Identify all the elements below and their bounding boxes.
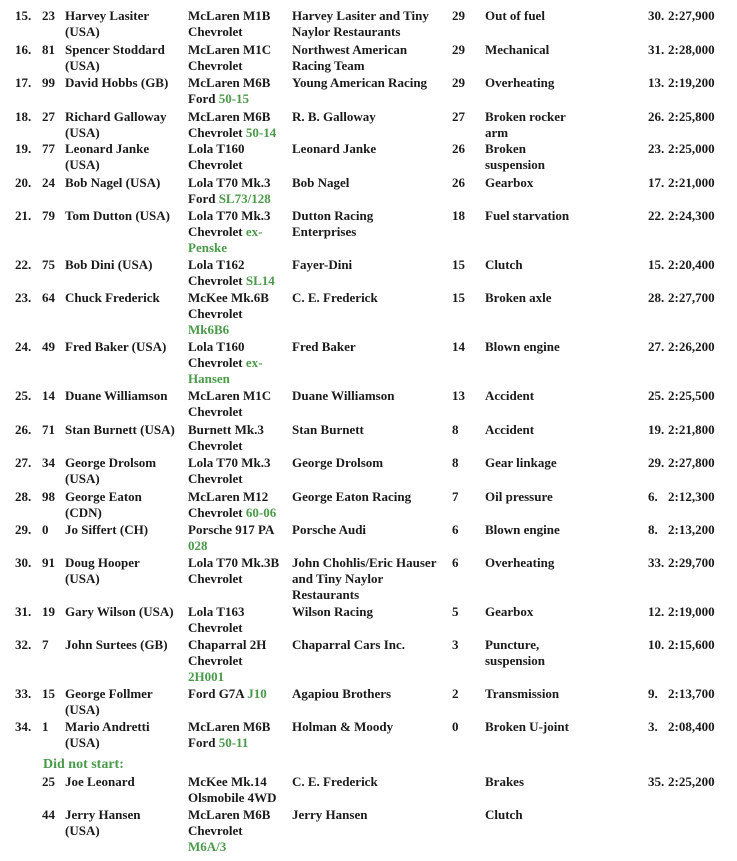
car-cell: Ford G7A J10 xyxy=(188,686,267,701)
driver-name: George Follmer (USA) xyxy=(65,686,153,717)
entrant-name: Fred Baker xyxy=(292,339,356,354)
grid-position: 27. xyxy=(648,339,665,354)
retirement-reason: Fuel starvation xyxy=(485,208,570,223)
retirement-reason: Broken suspension xyxy=(485,141,545,172)
grid-position: 10. xyxy=(648,637,665,652)
driver-name: Doug Hooper (USA) xyxy=(65,555,140,586)
grid-position: 31. xyxy=(648,42,665,57)
grid-position: 19. xyxy=(648,422,665,437)
retirement-reason: Accident xyxy=(485,388,535,403)
qualifying-time: 2:27,800 xyxy=(668,455,715,470)
finish-position: 23. xyxy=(15,290,32,305)
chassis-number: Mk6B6 xyxy=(188,322,230,337)
car-number: 23 xyxy=(42,8,55,23)
laps-count: 26 xyxy=(452,141,465,156)
qualifying-time: 2:21,800 xyxy=(668,422,715,437)
retirement-reason: Brakes xyxy=(485,774,524,789)
car-cell: McKee Mk.14 Olsmobile 4WD xyxy=(188,774,277,805)
laps-count: 14 xyxy=(452,339,465,354)
retirement-reason: Overheating xyxy=(485,555,555,570)
grid-position: 33. xyxy=(648,555,665,570)
qualifying-time: 2:29,700 xyxy=(668,555,715,570)
car-number: 15 xyxy=(42,686,55,701)
car-cell: McLaren M1B Chevrolet xyxy=(188,8,271,39)
car-cell: Lola T160 Chevrolet xyxy=(188,141,245,172)
grid-position: 25. xyxy=(648,388,665,403)
chassis-number: 60-06 xyxy=(245,505,277,520)
finish-position: 15. xyxy=(15,8,32,23)
entrant-name: Wilson Racing xyxy=(292,604,374,619)
car-cell: Burnett Mk.3 Chevrolet xyxy=(188,422,264,453)
driver-name: George Drolsom (USA) xyxy=(65,455,157,486)
finish-position: 20. xyxy=(15,175,32,190)
laps-count: 29 xyxy=(452,75,465,90)
qualifying-time: 2:19,200 xyxy=(668,75,715,90)
car-cell: Lola T70 Mk.3 Chevrolet xyxy=(188,455,271,486)
retirement-reason: Overheating xyxy=(485,75,555,90)
driver-name: David Hobbs (GB) xyxy=(65,75,169,90)
car-number: 98 xyxy=(42,489,55,504)
grid-position: 26. xyxy=(648,109,665,124)
car-cell: Chaparral 2H Chevrolet 2H001 xyxy=(188,637,267,684)
chassis-number: ex- xyxy=(245,355,263,370)
driver-name: Richard Galloway (USA) xyxy=(65,109,167,140)
car-number: 1 xyxy=(42,719,49,734)
car-cell: Lola T70 Mk.3 Ford SL73/128 xyxy=(188,175,271,206)
chassis-number: 2H001 xyxy=(188,669,225,684)
car-cell: Lola T70 Mk.3 Chevrolet ex- Penske xyxy=(188,208,271,255)
car-number: 64 xyxy=(42,290,55,305)
entrant-name: Agapiou Brothers xyxy=(292,686,392,701)
laps-count: 2 xyxy=(452,686,459,701)
retirement-reason: Transmission xyxy=(485,686,560,701)
entrant-name: George Eaton Racing xyxy=(292,489,412,504)
retirement-reason: Blown engine xyxy=(485,339,560,354)
qualifying-time: 2:25,000 xyxy=(668,141,715,156)
grid-position: 8. xyxy=(648,522,658,537)
qualifying-time: 2:27,700 xyxy=(668,290,715,305)
car-number: 79 xyxy=(42,208,55,223)
car-number: 14 xyxy=(42,388,55,403)
entrant-name: Holman & Moody xyxy=(292,719,394,734)
finish-position: 16. xyxy=(15,42,32,57)
qualifying-time: 2:13,200 xyxy=(668,522,715,537)
laps-count: 18 xyxy=(452,208,465,223)
grid-position: 9. xyxy=(648,686,658,701)
finish-position: 21. xyxy=(15,208,32,223)
qualifying-time: 2:25,200 xyxy=(668,774,715,789)
driver-name: Duane Williamson xyxy=(65,388,168,403)
chassis-number: Penske xyxy=(188,240,227,255)
car-number: 19 xyxy=(42,604,55,619)
driver-name: Spencer Stoddard (USA) xyxy=(65,42,165,73)
laps-count: 7 xyxy=(452,489,459,504)
grid-position: 17. xyxy=(648,175,665,190)
finish-position: 22. xyxy=(15,257,32,272)
laps-count: 27 xyxy=(452,109,465,124)
car-number: 71 xyxy=(42,422,55,437)
car-number: 7 xyxy=(42,637,49,652)
chassis-number: M6A/3 xyxy=(188,839,227,854)
entrant-name: Jerry Hansen xyxy=(292,807,368,822)
car-cell: McLaren M6B Ford 50-15 xyxy=(188,75,271,106)
entrant-name: Chaparral Cars Inc. xyxy=(292,637,406,652)
retirement-reason: Broken U-joint xyxy=(485,719,569,734)
finish-position: 30. xyxy=(15,555,32,570)
entrant-name: Porsche Audi xyxy=(292,522,367,537)
entrant-name: R. B. Galloway xyxy=(292,109,376,124)
grid-position: 13. xyxy=(648,75,665,90)
laps-count: 0 xyxy=(452,719,459,734)
qualifying-time: 2:12,300 xyxy=(668,489,715,504)
car-number: 25 xyxy=(42,774,55,789)
grid-position: 3. xyxy=(648,719,658,734)
finish-position: 29. xyxy=(15,522,32,537)
retirement-reason: Broken rocker arm xyxy=(485,109,566,140)
driver-name: Chuck Frederick xyxy=(65,290,160,305)
car-number: 81 xyxy=(42,42,55,57)
retirement-reason: Gearbox xyxy=(485,604,534,619)
grid-position: 23. xyxy=(648,141,665,156)
retirement-reason: Oil pressure xyxy=(485,489,553,504)
driver-name: Gary Wilson (USA) xyxy=(65,604,174,619)
retirement-reason: Clutch xyxy=(485,807,523,822)
driver-name: Leonard Janke (USA) xyxy=(65,141,150,172)
car-number: 44 xyxy=(42,807,55,822)
laps-count: 6 xyxy=(452,522,459,537)
chassis-number: Hansen xyxy=(188,371,230,386)
car-number: 0 xyxy=(42,522,49,537)
car-cell: McLaren M1C Chevrolet xyxy=(188,388,272,419)
driver-name: John Surtees (GB) xyxy=(65,637,168,652)
retirement-reason: Accident xyxy=(485,422,535,437)
qualifying-time: 2:19,000 xyxy=(668,604,715,619)
grid-position: 6. xyxy=(648,489,658,504)
car-cell: McLaren M6B Chevrolet M6A/3 xyxy=(188,807,271,854)
grid-position: 35. xyxy=(648,774,665,789)
car-number: 49 xyxy=(42,339,55,354)
retirement-reason: Out of fuel xyxy=(485,8,545,23)
finish-position: 18. xyxy=(15,109,32,124)
grid-position: 29. xyxy=(648,455,665,470)
finish-position: 28. xyxy=(15,489,32,504)
qualifying-time: 2:21,000 xyxy=(668,175,715,190)
laps-count: 15 xyxy=(452,257,465,272)
driver-name: Bob Nagel (USA) xyxy=(65,175,161,190)
laps-count: 29 xyxy=(452,42,465,57)
laps-count: 13 xyxy=(452,388,465,403)
retirement-reason: Puncture, suspension xyxy=(485,637,545,668)
laps-count: 26 xyxy=(452,175,465,190)
qualifying-time: 2:08,400 xyxy=(668,719,715,734)
retirement-reason: Mechanical xyxy=(485,42,550,57)
laps-count: 5 xyxy=(452,604,459,619)
finish-position: 33. xyxy=(15,686,32,701)
chassis-number: 50-11 xyxy=(218,735,249,750)
finish-position: 24. xyxy=(15,339,32,354)
retirement-reason: Clutch xyxy=(485,257,523,272)
car-cell: McLaren M6B Ford 50-11 xyxy=(188,719,271,750)
entrant-name: Young American Racing xyxy=(292,75,428,90)
finish-position: 34. xyxy=(15,719,32,734)
car-cell: Lola T162 Chevrolet SL14 xyxy=(188,257,275,288)
grid-position: 22. xyxy=(648,208,665,223)
qualifying-time: 2:26,200 xyxy=(668,339,715,354)
chassis-number: ex- xyxy=(245,224,263,239)
entrant-name: Fayer-Dini xyxy=(292,257,353,272)
qualifying-time: 2:24,300 xyxy=(668,208,715,223)
grid-position: 15. xyxy=(648,257,665,272)
car-cell: McLaren M6B Chevrolet 50-14 xyxy=(188,109,277,140)
car-number: 77 xyxy=(42,141,55,156)
car-cell: McKee Mk.6B Chevrolet Mk6B6 xyxy=(188,290,269,337)
retirement-reason: Gear linkage xyxy=(485,455,557,470)
car-cell: Lola T163 Chevrolet xyxy=(188,604,245,635)
finish-position: 17. xyxy=(15,75,32,90)
laps-count: 6 xyxy=(452,555,459,570)
car-number: 75 xyxy=(42,257,55,272)
car-cell: Lola T70 Mk.3B Chevrolet xyxy=(188,555,280,586)
finish-position: 32. xyxy=(15,637,32,652)
driver-name: Harvey Lasiter (USA) xyxy=(65,8,150,39)
chassis-number: 50-15 xyxy=(218,91,250,106)
finish-position: 26. xyxy=(15,422,32,437)
driver-name: Bob Dini (USA) xyxy=(65,257,153,272)
finish-position: 31. xyxy=(15,604,32,619)
chassis-number: 028 xyxy=(188,538,208,553)
driver-name: Jerry Hansen (USA) xyxy=(65,807,141,838)
driver-name: Tom Dutton (USA) xyxy=(65,208,170,223)
driver-name: Jo Siffert (CH) xyxy=(65,522,149,537)
laps-count: 29 xyxy=(452,8,465,23)
driver-name: Joe Leonard xyxy=(65,774,135,789)
finish-position: 19. xyxy=(15,141,32,156)
laps-count: 8 xyxy=(452,455,459,470)
retirement-reason: Broken axle xyxy=(485,290,552,305)
laps-count: 8 xyxy=(452,422,459,437)
entrant-name: Stan Burnett xyxy=(292,422,364,437)
qualifying-time: 2:27,900 xyxy=(668,8,715,23)
entrant-name: Harvey Lasiter and Tiny Naylor Restaurants xyxy=(292,8,429,39)
qualifying-time: 2:28,000 xyxy=(668,42,715,57)
car-cell: Porsche 917 PA 028 xyxy=(188,522,275,553)
car-number: 99 xyxy=(42,75,55,90)
chassis-number: 50-14 xyxy=(245,125,277,140)
qualifying-time: 2:20,400 xyxy=(668,257,715,272)
driver-name: Fred Baker (USA) xyxy=(65,339,167,354)
car-number: 34 xyxy=(42,455,55,470)
entrant-name: C. E. Frederick xyxy=(292,774,378,789)
car-number: 24 xyxy=(42,175,55,190)
qualifying-time: 2:15,600 xyxy=(668,637,715,652)
car-cell: McLaren M12 Chevrolet 60-06 xyxy=(188,489,277,520)
entrant-name: Northwest American Racing Team xyxy=(292,42,408,73)
finish-position: 27. xyxy=(15,455,32,470)
entrant-name: George Drolsom xyxy=(292,455,384,470)
entrant-name: Leonard Janke xyxy=(292,141,377,156)
laps-count: 15 xyxy=(452,290,465,305)
car-number: 27 xyxy=(42,109,55,124)
car-cell: Lola T160 Chevrolet ex- Hansen xyxy=(188,339,263,386)
car-cell: McLaren M1C Chevrolet xyxy=(188,42,272,73)
retirement-reason: Blown engine xyxy=(485,522,560,537)
car-number: 91 xyxy=(42,555,55,570)
qualifying-time: 2:25,800 xyxy=(668,109,715,124)
chassis-number: J10 xyxy=(247,686,267,701)
qualifying-time: 2:25,500 xyxy=(668,388,715,403)
grid-position: 28. xyxy=(648,290,665,305)
entrant-name: Duane Williamson xyxy=(292,388,395,403)
entrant-name: John Chohlis/Eric Hauser and Tiny Naylor Restaurants xyxy=(292,555,437,602)
grid-position: 30. xyxy=(648,8,665,23)
finish-position: 25. xyxy=(15,388,32,403)
driver-name: Stan Burnett (USA) xyxy=(65,422,175,437)
entrant-name: C. E. Frederick xyxy=(292,290,378,305)
driver-name: Mario Andretti (USA) xyxy=(65,719,150,750)
chassis-number: SL14 xyxy=(245,273,275,288)
qualifying-time: 2:13,700 xyxy=(668,686,715,701)
entrant-name: Bob Nagel xyxy=(292,175,350,190)
grid-position: 12. xyxy=(648,604,665,619)
driver-name: George Eaton (CDN) xyxy=(65,489,142,520)
retirement-reason: Gearbox xyxy=(485,175,534,190)
chassis-number: SL73/128 xyxy=(218,191,271,206)
entrant-name: Dutton Racing Enterprises xyxy=(292,208,374,239)
laps-count: 3 xyxy=(452,637,459,652)
dns-heading: Did not start: xyxy=(43,757,124,772)
